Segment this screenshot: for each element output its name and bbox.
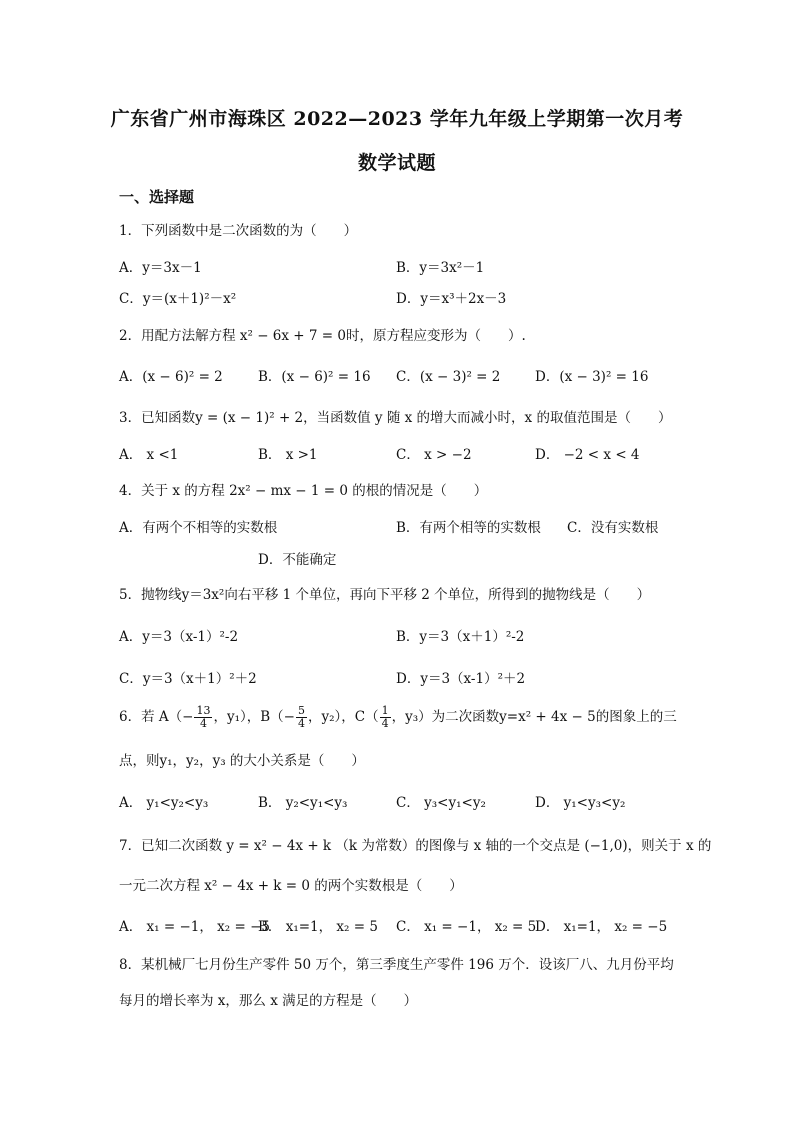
- question-4-option-d: D．不能确定: [258, 552, 337, 568]
- question-7-option-c: C． x₁ = −1， x₂ = 5: [396, 919, 537, 935]
- question-5-option-d: D．y＝3（x-1）²＋2: [396, 671, 526, 687]
- question-1-option-b: B．y＝3x²－1: [396, 260, 485, 276]
- question-6-option-d: D． y₁<y₃<y₂: [535, 795, 626, 811]
- fraction-numerator: 5: [297, 704, 305, 717]
- question-6-option-b: B． y₂<y₁<y₃: [258, 795, 348, 811]
- q6-mid2: ，y₂），C（: [307, 709, 379, 725]
- question-6-stem-line1: [119, 702, 677, 732]
- question-6-option-a: A． y₁<y₂<y₃: [119, 795, 209, 811]
- question-8-stem-line2: 每月的增长率为 x，那么 x 满足的方程是（ ）: [119, 993, 418, 1009]
- question-8-stem-line1: 8．某机械厂七月份生产零件 50 万个，第三季度生产零件 196 万个．设该厂八、九月份平均: [119, 957, 674, 973]
- question-1-stem: 1．下列函数中是二次函数的为（ ）: [119, 223, 358, 239]
- question-3-option-a: A． x <1: [119, 447, 179, 463]
- fraction-denominator: 4: [381, 717, 389, 730]
- question-7-stem-line2: 一元二次方程 x² − 4x + k = 0 的两个实数根是（ ）: [119, 878, 463, 894]
- question-4-option-c: C．没有实数根: [567, 520, 659, 536]
- question-2-option-b: B．(x − 6)² = 16: [258, 369, 371, 385]
- question-1-option-a: A．y＝3x－1: [119, 260, 202, 276]
- q6-mid1: ，y₁），B（−: [213, 709, 295, 725]
- question-4-stem: 4．关于 x 的方程 2x² − mx − 1 = 0 的根的情况是（ ）: [119, 483, 488, 499]
- question-1-option-d: D．y＝x³＋2x－3: [396, 291, 507, 307]
- question-7-stem-line1: 7．已知二次函数 y = x² − 4x + k （k 为常数）的图像与 x 轴的一个交点是 (−1,0)，则关于 x 的: [119, 838, 712, 854]
- exam-title: 广东省广州市海珠区 2022—2023 学年九年级上学期第一次月考: [110, 108, 684, 130]
- fraction-5-4: [296, 705, 307, 730]
- question-3-stem: 3．已知函数y = (x − 1)² + 2，当函数值 y 随 x 的增大而减小时，x 的取值范围是（ ）: [119, 410, 672, 426]
- question-5-option-c: C．y＝3（x＋1）²＋2: [119, 671, 257, 687]
- question-2-option-c: C．(x − 3)² = 2: [396, 369, 501, 385]
- question-7-option-a: A． x₁ = −1， x₂ = −5: [119, 919, 270, 935]
- fraction-denominator: 4: [297, 717, 305, 730]
- question-7-option-b: B． x₁=1， x₂ = 5: [258, 919, 378, 935]
- question-3-option-d: D． −2 < x < 4: [535, 447, 640, 463]
- question-5-stem: 5．抛物线y＝3x²向右平移 1 个单位，再向下平移 2 个单位，所得到的抛物线是（ ）: [119, 587, 651, 603]
- question-3-option-b: B． x >1: [258, 447, 318, 463]
- fraction-numerator: 1: [381, 704, 389, 717]
- question-1-option-c: C．y＝(x＋1)²－x²: [119, 291, 237, 307]
- question-5-option-a: A．y＝3（x-1）²-2: [119, 629, 239, 645]
- fraction-denominator: 4: [199, 717, 207, 730]
- question-2-option-a: A．(x − 6)² = 2: [119, 369, 223, 385]
- exam-subtitle: 数学试题: [357, 152, 436, 174]
- question-7-option-d: D． x₁=1， x₂ = −5: [535, 919, 668, 935]
- question-6-stem-line2: 点，则y₁，y₂，y₃ 的大小关系是（ ）: [119, 753, 365, 769]
- question-4-option-b: B．有两个相等的实数根: [396, 520, 541, 536]
- question-5-option-b: B．y＝3（x＋1）²-2: [396, 629, 525, 645]
- q6-suffix: ，y₃）为二次函数y=x² + 4x − 5的图象上的三: [391, 709, 677, 725]
- question-3-option-c: C． x > −2: [396, 447, 472, 463]
- question-2-option-d: D．(x − 3)² = 16: [535, 369, 649, 385]
- q6-prefix: 6．若 A（−: [119, 709, 194, 725]
- question-4-option-a: A．有两个不相等的实数根: [119, 520, 278, 536]
- fraction-numerator: 13: [196, 704, 211, 717]
- question-2-stem: 2．用配方法解方程 x² − 6x + 7 = 0时，原方程应变形为（ ）.: [119, 328, 526, 344]
- fraction-1-4: [380, 705, 391, 730]
- section-heading: 一、选择题: [119, 188, 195, 206]
- fraction-13-4: [194, 705, 212, 730]
- question-6-option-c: C． y₃<y₁<y₂: [396, 795, 486, 811]
